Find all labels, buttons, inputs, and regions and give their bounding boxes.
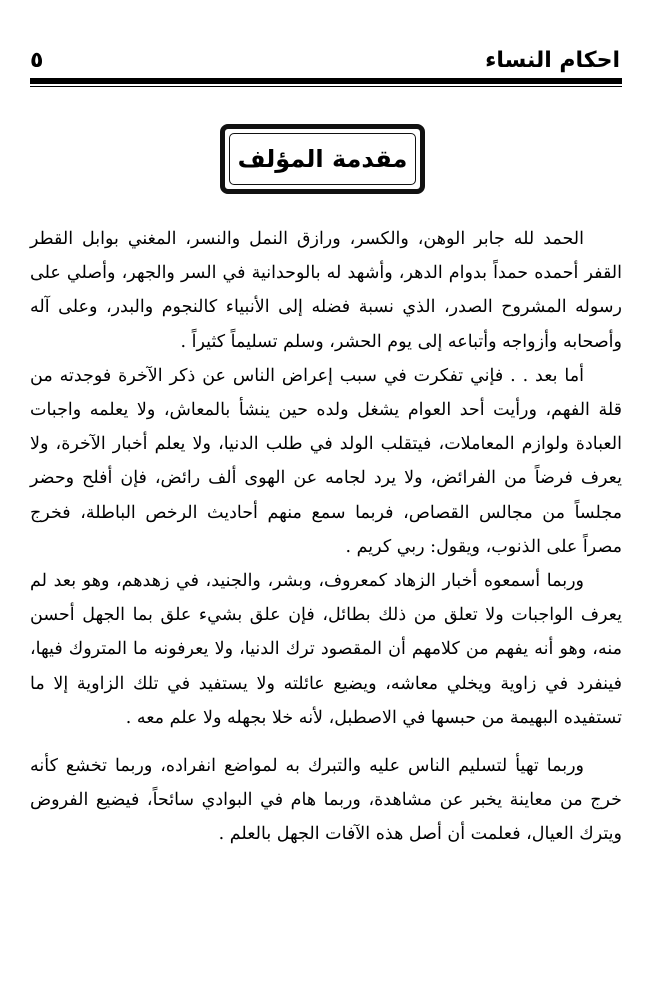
- running-title: احكام النساء: [485, 48, 620, 73]
- body-text: [30, 222, 622, 852]
- header-rule-thin: [30, 86, 622, 87]
- paragraph: وربما أسمعوه أخبار الزهاد كمعروف، وبشر، والجنيد، في زهدهم، وهو بعد لم يعرف الواجبات ولا تعلق من ذلك بطائل، فإن علق بشيء علق بما الجهل أحسن منه، وهو أنه يفهم من كلامهم أن المقصود ترك الدنيا، ولا يعرفونه ما المتروك فيها، فينفرد في زاوية ويخلي معاشه، ويضيع عائلته ولا يستفيد في تلك الزاوية إلا ما تستفيده البهيمة من حبسها في الاصطبل، لأنه خلا بجهله ولا علم معه .: [30, 571, 622, 728]
- paragraph: وربما تهيأ لتسليم الناس عليه والتبرك به لمواضع انفراده، وربما تخشع كأنه خرج من معاينة يخبر عن مشاهدة، وربما هام في البوادي سائحاً، فيضيع الفروض ويترك العيال، فعلمت أن أصل هذه الآفات الجهل بالعلم .: [30, 756, 622, 845]
- section-title-frame: [220, 124, 425, 194]
- paragraph: الحمد لله جابر الوهن، والكسر، ورازق النمل والنسر، المغني بوابل القطر القفر أحمده حمداً بدوام الدهر، وأشهد له بالوحدانية في السر والجهر، وأصلي على رسوله المشروح الصدر، الذي نسبة فضله إلى الأنبياء كالنجوم والبدر، وعلى آله وأصحابه وأزواجه وأتباعه إلى يوم الحشر، وسلم تسليماً كثيراً .: [30, 229, 622, 352]
- page-number: ٥: [30, 48, 44, 73]
- header-rule: [30, 78, 622, 84]
- section-title: مقدمة المؤلف: [237, 145, 408, 173]
- paragraph: أما بعد . . فإني تفكرت في سبب إعراض الناس عن ذكر الآخرة فوجدته من قلة الفهم، ورأيت أحد العوام يشغل ولده حين ينشأ بالمعاش، ولا يعلمه واجبات العبادة ولوازم المعاملات، فيتقلب الولد في طلب الدنيا، ولا يعلم أخبار الآخرة، ولا يعرف فرضاً من الفرائض، ولا يرد لجامه عن الهوى ألف رائض، فإن أفلح وحضر مجلساً من مجالس القصاص، فربما سمع منهم أحاديث الرخص الباطلة، فخرج مصراً على الذنوب، ويقول: ربي كريم .: [30, 365, 622, 557]
